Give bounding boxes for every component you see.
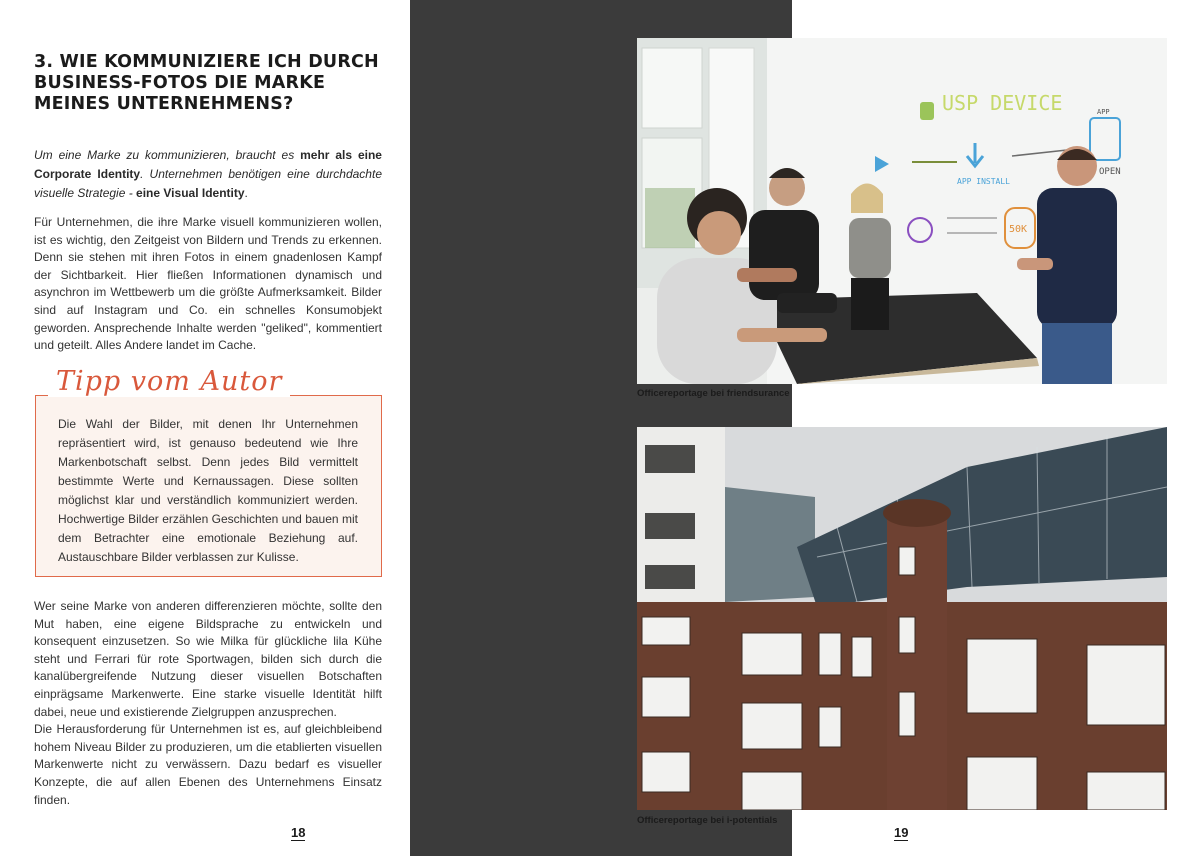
body-paragraph-2: Wer seine Marke von anderen differenzieren möchte, sollte den Mut haben, eine eigene Bildsprache zu entwickeln und konsequent einzusetzen. So wie Milka für glückliche lila Kühe steht und Ferrari für rote Sportwagen, bilden sich durch die kanalübergreifende Nutzung dieser visuellen Botschaften einprägsame Markenwerte. Eine starke visuelle Identität hilft dabei, neue und existierende Zielgruppen anzusprechen.	[34, 599, 382, 719]
wb-app: APP	[1097, 108, 1110, 116]
intro-end: .	[244, 186, 248, 200]
body-paragraph-1: Für Unternehmen, die ihre Marke visuell kommunizieren wollen, ist es wichtig, den Zeitgeist von Bildern und Trends zu erkennen. Denn sie stehen mit ihren Fotos in einem gnadenlosen Kampf der Sichtbarkeit. Hier fließen Informationen dynamisch und asynchron im Wettbewerb um die größte Aufmerksamkeit. Bilder sind auf Instagram und Co. ein schnelles Konsumobjekt geworden. Ansprechende Inhalte werden "geliked", kommentiert und geteilt. Alles Andere landet im Cache.	[34, 215, 382, 353]
page-number-left: 18	[291, 825, 306, 840]
tip-title: Tipp vom Autor	[48, 366, 290, 397]
chapter-heading: 3. WIE KOMMUNIZIERE ICH DURCH BUSINESS-FOTOS DIE MARKE MEINES UNTERNEHMENS?	[34, 52, 379, 114]
wb-sok: 50K	[1009, 224, 1028, 235]
building-courtyard-photo	[637, 427, 1167, 810]
body-paragraph-3: Die Herausforderung für Unternehmen ist es, auf gleichbleibend hohem Niveau Bilder zu produzieren, um die etablierten visuellen Markenwerte nicht zu verwässern. Dazu bedarf es visueller Konzepte, die auf allen Ebenen des Unternehmens Einsatz finden.	[34, 722, 382, 807]
intro-paragraph	[34, 146, 382, 203]
photo-caption-2: Officereportage bei i-potentials	[637, 815, 778, 826]
intro-part2: . Unternehmen benötigen eine durchdachte visuelle Strategie -	[34, 167, 382, 200]
office-meeting-photo	[637, 38, 1167, 384]
office-meeting-illustration	[637, 38, 1167, 384]
intro-bold2: eine Visual Identity	[136, 186, 245, 200]
intro-part1: Um eine Marke zu kommunizieren, braucht es	[34, 148, 301, 162]
tip-text: Die Wahl der Bilder, mit denen Ihr Unternehmen repräsentiert wird, ist genauso bedeutend wie Ihre Markenbotschaft selbst. Denn jedes Bild vermittelt bestimmte Werte und Kernaussagen. Diese sollten möglichst klar und verständlich kommuniziert werden. Hochwertige Bilder erzählen Geschichten und bauen mit dem Betrachter eine emotionale Beziehung auf. Austauschbare Bilder verblassen zur Kulisse.	[58, 417, 358, 564]
wb-open: OPEN	[1099, 167, 1121, 177]
building-illustration	[637, 427, 1167, 810]
intro-bold1: mehr als eine Corporate Identity	[34, 148, 382, 181]
wb-title: USP DEVICE	[942, 91, 1063, 115]
wb-app-install: APP INSTALL	[957, 177, 1010, 186]
photo-caption-1: Officereportage bei friendsurance	[637, 388, 790, 399]
body-paragraphs-2-3	[34, 598, 382, 809]
page-number-right: 19	[894, 825, 909, 840]
